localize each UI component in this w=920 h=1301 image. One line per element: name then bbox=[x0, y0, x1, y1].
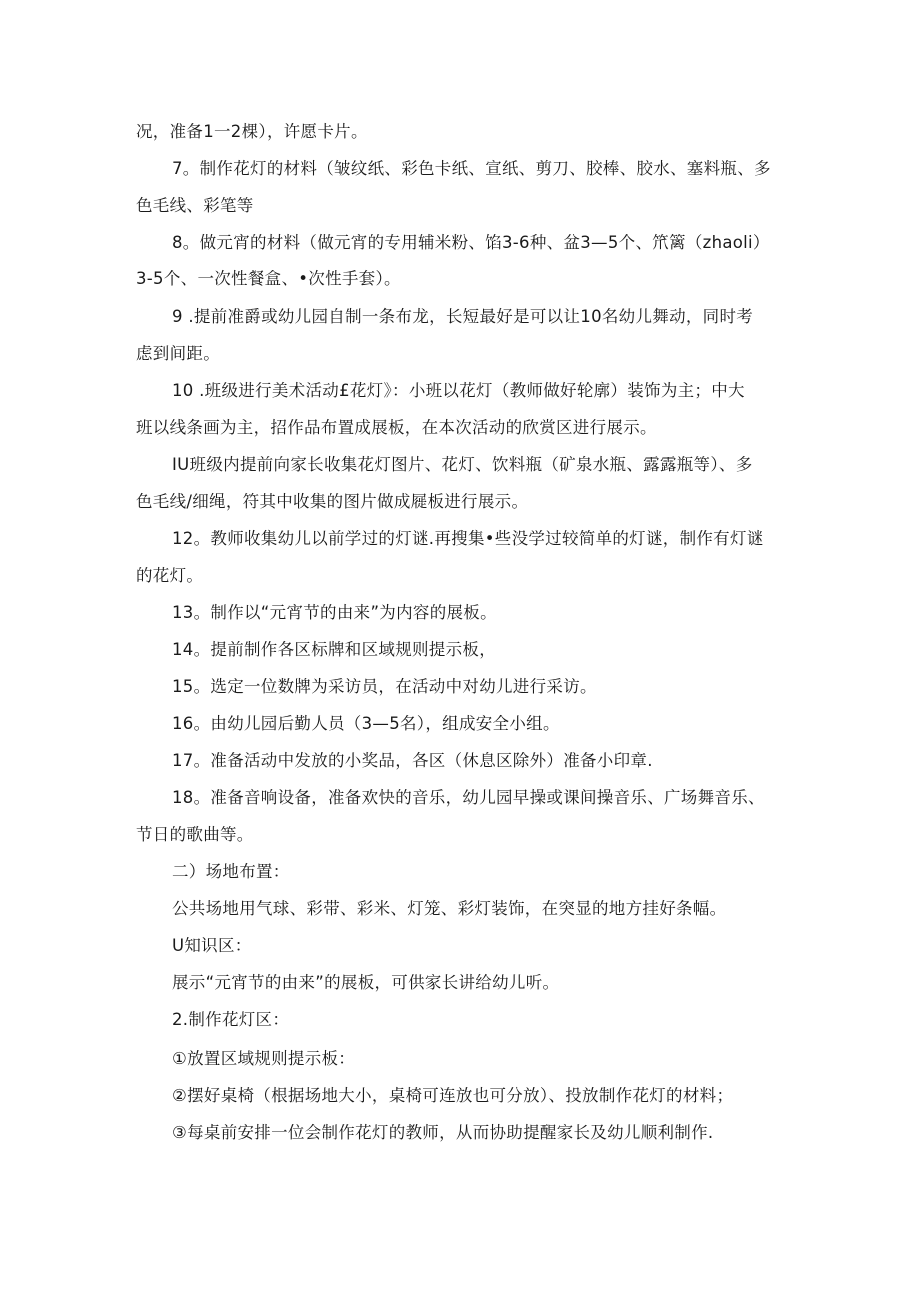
text-line: 公共场地用气球、彩带、彩米、灯笼、彩灯装饰，在突显的地方挂好条幅。 bbox=[172, 899, 727, 918]
text-line: 17。准备活动中发放的小奖品，各区（休息区除外）准备小印章. bbox=[172, 751, 653, 770]
text-line: 15。选定一位数牌为采访员，在活动中对幼儿进行采访。 bbox=[172, 677, 597, 696]
text-line: 9 .提前准爵或幼儿园自制一条布龙，长短最好是可以让10名幼儿舞动，同时考 bbox=[172, 307, 754, 326]
text-line: 色毛线、彩笔等 bbox=[136, 196, 254, 215]
text-line: 班以线条画为主，招作品布置成展板，在本次活动的欣赏区进行展示。 bbox=[136, 418, 657, 437]
section-heading: 二）场地布置： bbox=[172, 862, 290, 881]
text-line: 18。准备音响设备，准备欢快的音乐，幼儿园早操或课间操音乐、广场舞音乐、 bbox=[172, 788, 765, 807]
text-line: 节日的歌曲等。 bbox=[136, 825, 254, 844]
text-line: 的花灯。 bbox=[136, 566, 204, 585]
text-line: 3-5个、一次性餐盒、•次性手套）。 bbox=[136, 269, 401, 288]
text-line: ①放置区域规则提示板： bbox=[172, 1049, 356, 1068]
text-line: IU班级内提前向家长收集花灯图片、花灯、饮料瓶（矿泉水瓶、露露瓶等）、多 bbox=[172, 455, 753, 474]
subsection-heading: 2.制作花灯区： bbox=[172, 1010, 290, 1029]
text-line: 虑到间距。 bbox=[136, 344, 220, 363]
text-line: 8。做元宵的材料（做元宵的专用辅米粉、馅3-6种、盆3—5个、笊篱（zhaoli） bbox=[172, 233, 770, 252]
text-line: 13。制作以“元宵节的由来”为内容的展板。 bbox=[172, 603, 497, 622]
text-line: 14。提前制作各区标牌和区域规则提示板， bbox=[172, 640, 496, 659]
text-line: 展示“元宵节的由来”的展板，可供家长讲给幼儿听。 bbox=[172, 973, 560, 992]
text-line: ②摆好桌椅（根据场地大小，桌椅可连放也可分放）、投放制作花灯的材料； bbox=[172, 1086, 734, 1105]
text-line: 7。制作花灯的材料（皱纹纸、彩色卡纸、宣纸、剪刀、胶棒、胶水、塞料瓶、多 bbox=[172, 159, 771, 178]
text-line: 10 .班级进行美术活动£花灯》：小班以花灯（教师做好轮廓）装饰为主；中大 bbox=[172, 381, 745, 400]
text-line: 12。教师收集幼儿以前学过的灯谜.再搜集•些没学过较简单的灯谜，制作有灯谜 bbox=[172, 529, 764, 548]
text-line: 况，准备1一2棵），许愿卡片。 bbox=[136, 122, 368, 141]
subsection-heading: U知识区： bbox=[172, 936, 252, 955]
text-line: 色毛线/细绳，符其中收集的图片做成屣板进行展示。 bbox=[136, 492, 529, 511]
text-line: ③每桌前安排一位会制作花灯的教师，从而协助提醒家长及幼儿顺利制作. bbox=[172, 1123, 714, 1142]
text-line: 16。由幼儿园后勤人员（3—5名），组成安全小组。 bbox=[172, 714, 560, 733]
